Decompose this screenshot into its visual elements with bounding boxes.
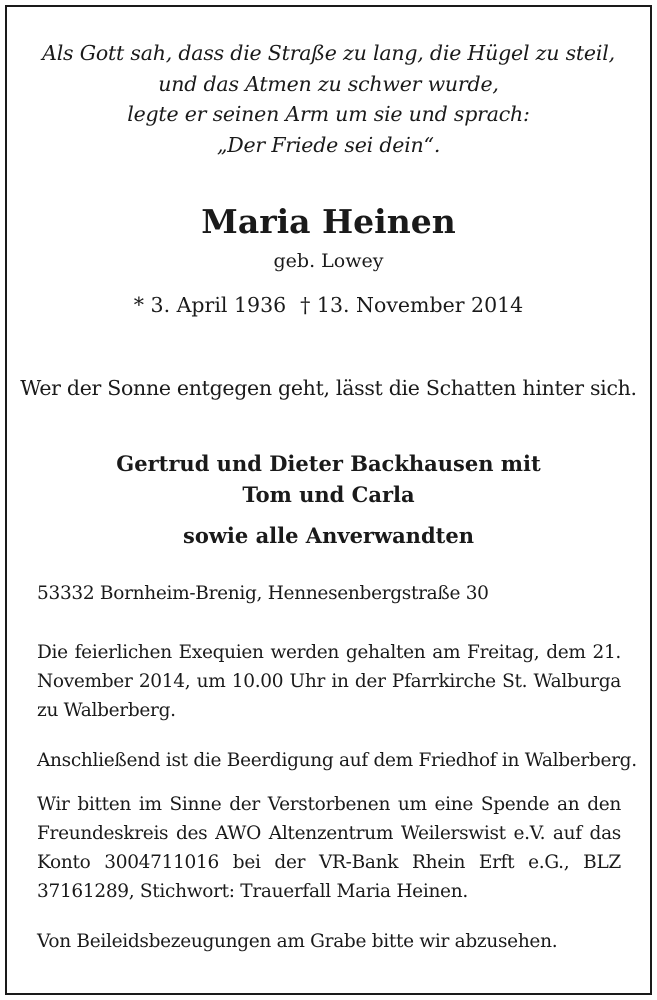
poem-line: Als Gott sah, dass die Straße zu lang, die Hügel zu steil,: [42, 41, 615, 65]
life-dates: [0, 291, 657, 319]
burial-info: Anschließend ist die Beerdigung auf dem Friedhof in Walberberg.: [37, 750, 637, 771]
donation-request: Wir bitten im Sinne der Verstorbenen um eine Spende an den Freundeskreis des AWO Altenzentrum Weilerswist e.V. auf das Konto 3004711016 bei der VR-Bank Rhein Erft e.G., BLZ 37161289, Stichwort: Trauerfall Maria Heinen.: [37, 794, 621, 902]
service-info: Die feierlichen Exequien werden gehalten am Freitag, dem 21. November 2014, um 10.00 Uhr in der Pfarrkirche St. Walburga zu Walberberg.: [37, 642, 621, 721]
maiden-name: geb. Lowey: [273, 250, 384, 272]
death-date: † 13. November 2014: [300, 293, 524, 317]
poem: [0, 38, 657, 160]
birth-date: * 3. April 1936: [133, 293, 287, 317]
poem-line: legte er seinen Arm um sie und sprach:: [127, 102, 530, 126]
mourners-line: sowie alle Anverwandten: [183, 523, 474, 548]
poem-line: und das Atmen zu schwer wurde,: [158, 71, 499, 96]
mourners: [0, 448, 657, 551]
condolence-note: Von Beileidsbezeugungen am Grabe bitte wir abzusehen.: [37, 931, 558, 952]
address: 53332 Bornheim-Brenig, Hennesenbergstraße 30: [37, 583, 489, 604]
motto: Wer der Sonne entgegen geht, lässt die Schatten hinter sich.: [20, 376, 637, 400]
poem-line: „Der Friede sei dein“.: [216, 132, 441, 157]
mourners-line: Tom und Carla: [242, 482, 415, 507]
deceased-name: Maria Heinen: [201, 202, 456, 241]
mourners-line: Gertrud und Dieter Backhausen mit: [116, 451, 541, 476]
